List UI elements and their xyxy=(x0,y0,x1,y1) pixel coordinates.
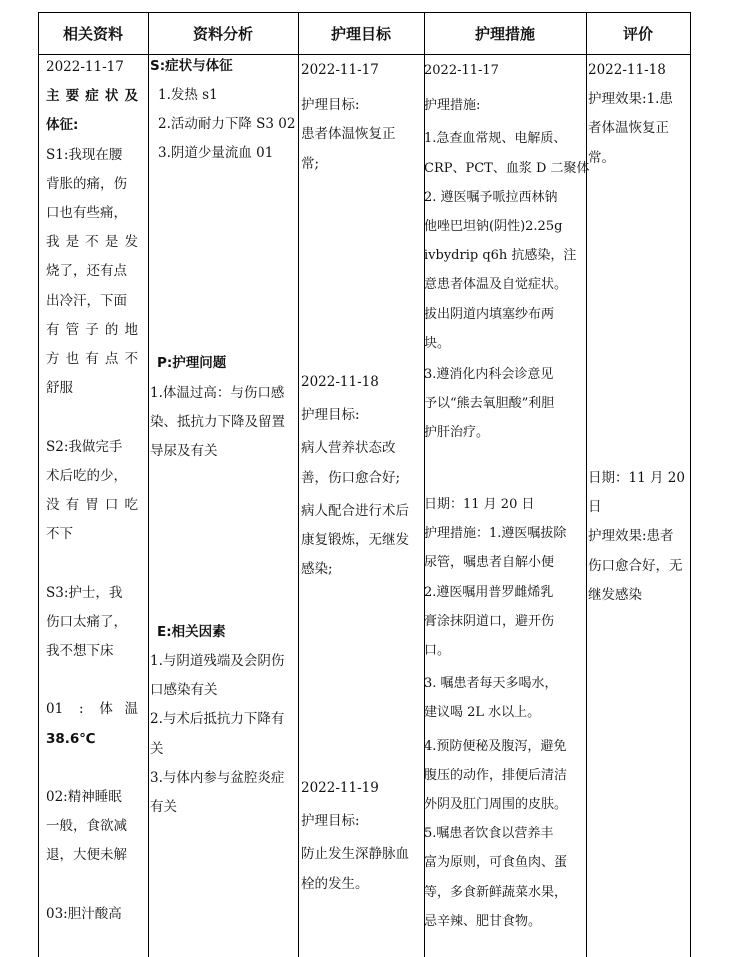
symptoms-list xyxy=(158,81,295,169)
text-line: 2.遵医嘱用普罗雌烯乳 xyxy=(424,584,554,600)
text-line: 常。 xyxy=(588,149,615,166)
goal-block xyxy=(301,56,396,179)
text-line: S3:护士，我 xyxy=(46,584,123,601)
text-line: 没有胃口吃 xyxy=(46,497,138,514)
text-line: 1.与阴道残端及会阴伤 xyxy=(150,653,285,669)
measures-block xyxy=(424,490,567,936)
text-line: 意患者体温及自觉症状。 xyxy=(424,277,568,293)
text-line: 舒服 xyxy=(46,380,73,397)
text-line: 护肝治疗。 xyxy=(424,425,490,441)
date: 2022-11-19 xyxy=(301,780,379,796)
text-line: 富为原则，可食鱼肉、蛋 xyxy=(424,855,568,871)
text-line: 感染; xyxy=(301,561,333,578)
text-line: 日 xyxy=(588,499,602,516)
spacer xyxy=(46,666,138,695)
text-line: 退，大便未解 xyxy=(46,847,127,864)
text-line: 继发感染 xyxy=(588,586,642,603)
temperature-value: 38.6℃ xyxy=(46,730,96,747)
factors-list xyxy=(150,647,284,822)
header-related-data: 相关资料 xyxy=(62,24,123,43)
text-line: 患者体温恢复正 xyxy=(301,126,396,143)
text-line: 拔出阴道内填塞纱布两 xyxy=(424,306,555,322)
factors-title: E:相关因素 xyxy=(157,624,226,640)
text-line: 康复锻炼，无继发 xyxy=(301,532,409,549)
symptoms-title: S:症状与体征 xyxy=(150,58,233,74)
text-line: 伤口愈合好，无 xyxy=(588,557,683,574)
text-line: 03:胆汁酸高 xyxy=(46,905,122,922)
text-line: 膏涂抹阴道口，避开伤 xyxy=(424,613,555,629)
header-nursing-measures: 护理措施 xyxy=(474,24,535,43)
section-title: 体征: xyxy=(46,117,79,134)
goal-block xyxy=(301,774,409,899)
text-line: 烧了，还有点 xyxy=(46,263,127,280)
text-line: 5.嘱患者饮食以营养丰 xyxy=(424,826,554,842)
text-line: 护理目标: xyxy=(301,407,360,424)
text-line: 护理效果:1.患 xyxy=(588,91,673,108)
text-line: 护理目标: xyxy=(301,97,360,114)
text-line: 块。 xyxy=(424,335,451,351)
date: 2022-11-17 xyxy=(424,63,499,78)
col-border xyxy=(148,12,149,957)
text-line: 护理目标: xyxy=(301,813,360,830)
text-line: 背胀的痛，伤 xyxy=(46,175,127,192)
text-line: 2.与术后抵抗力下降有 xyxy=(150,711,285,728)
text-line: CRP、PCT、血浆 D 二聚体 xyxy=(424,160,590,176)
spacer xyxy=(46,871,138,900)
spacer xyxy=(46,403,138,432)
date: 2022-11-17 xyxy=(301,62,379,78)
evaluation-block xyxy=(588,464,685,610)
list-item: 2.活动耐力下降 S3 02 xyxy=(158,116,296,133)
text-line: 术后吃的少， xyxy=(46,467,127,484)
evaluation-block xyxy=(588,56,673,173)
text-line: 栓的发生。 xyxy=(301,875,369,892)
col-border xyxy=(298,12,299,957)
text-line: 护理效果:患者 xyxy=(588,528,674,545)
text-line: 不下 xyxy=(46,526,73,543)
list-item: 3.阴道少量流血 01 xyxy=(158,145,274,162)
text-line: 忌辛辣、肥甘食物。 xyxy=(424,913,542,929)
header-data-analysis: 资料分析 xyxy=(192,24,253,43)
text-line: 病人营养状态改 xyxy=(301,440,396,457)
text-line: 方也有点不 xyxy=(46,351,138,368)
text-line: 善，伤口愈合好; xyxy=(301,469,401,486)
spacer xyxy=(46,754,138,783)
measures-block xyxy=(424,56,590,448)
text-line: 染、抵抗力下降及留置 xyxy=(150,414,285,431)
text-line: 1.体温过高：与伤口感 xyxy=(150,385,285,401)
section-title: 主要症状及 xyxy=(46,88,138,105)
text-line: 常; xyxy=(301,155,320,172)
header-evaluation: 评价 xyxy=(622,24,653,43)
text-line: 等，多食新鲜蔬菜水果， xyxy=(424,884,568,900)
text-line: 口也有些痛， xyxy=(46,205,127,222)
text-line: 关 xyxy=(150,740,164,757)
text-line: 3. 嘱患者每天多喝水， xyxy=(424,676,558,692)
date: 2022-11-18 xyxy=(588,62,666,78)
text-line: 1.急查血常规、电解质、 xyxy=(424,131,567,147)
date: 日期：11 月 20 xyxy=(588,470,685,486)
problems-title: P:护理问题 xyxy=(157,355,227,371)
text-line: 有管子的地 xyxy=(46,321,138,338)
text-line: 02:精神睡眠 xyxy=(46,789,122,806)
text-line: 2. 遵医嘱予哌拉西林钠 xyxy=(424,189,558,205)
text-line: S1:我现在腰 xyxy=(46,146,123,163)
text-line: 有关 xyxy=(150,799,177,816)
text-line: 4.预防便秘及腹泻，避免 xyxy=(424,738,567,754)
text-line: 外阴及肛门周围的皮肤。 xyxy=(424,797,568,813)
text-line: 尿管，嘱患者自解小便 xyxy=(424,555,555,571)
text-line: 伤口太痛了， xyxy=(46,613,127,630)
text-line: 出冷汗，下面 xyxy=(46,292,127,309)
text-line: 者体温恢复正 xyxy=(588,120,669,137)
text-line: 腹压的动作，排便后清洁 xyxy=(424,767,568,783)
text-line: 3.与体内参与盆腔炎症 xyxy=(150,769,285,786)
goal-block xyxy=(301,368,409,584)
text-line: 口。 xyxy=(424,643,451,659)
text-line: 我不想下床 xyxy=(46,643,114,660)
text-line: 防止发生深静脉血 xyxy=(301,846,409,863)
text-line: 予以“熊去氧胆酸”利胆 xyxy=(424,396,555,412)
col-border xyxy=(690,12,691,957)
problems-list xyxy=(150,379,285,467)
text-line: 他唑巴坦钠(阴性)2.25g xyxy=(424,219,563,235)
text-line: 口感染有关 xyxy=(150,682,218,699)
text-line: 我是不是发 xyxy=(46,234,138,251)
text-line: 一般，食欲减 xyxy=(46,818,127,835)
text-line: 3.遵消化内科会诊意见 xyxy=(424,367,554,383)
text-line: 护理措施: xyxy=(424,98,481,114)
text-line: 护理措施：1.遵医嘱拔除 xyxy=(424,526,567,542)
date: 2022-11-18 xyxy=(301,374,379,390)
header-nursing-goal: 护理目标 xyxy=(330,24,391,43)
text-line: 病人配合进行术后 xyxy=(301,502,409,519)
text-line: S2:我做完手 xyxy=(46,438,123,455)
col-border xyxy=(38,12,39,957)
text-line: 01 : 体温 xyxy=(46,701,138,718)
date: 日期：11 月 20 日 xyxy=(424,497,535,512)
related-data-cell xyxy=(46,53,138,929)
date: 2022-11-17 xyxy=(46,59,124,75)
spacer xyxy=(46,549,138,578)
text-line: 导尿及有关 xyxy=(150,443,218,460)
text-line: ivbydrip q6h 抗感染，注 xyxy=(424,248,577,264)
list-item: 1.发热 s1 xyxy=(158,87,218,103)
text-line: 建议喝 2L 水以上。 xyxy=(424,705,541,721)
